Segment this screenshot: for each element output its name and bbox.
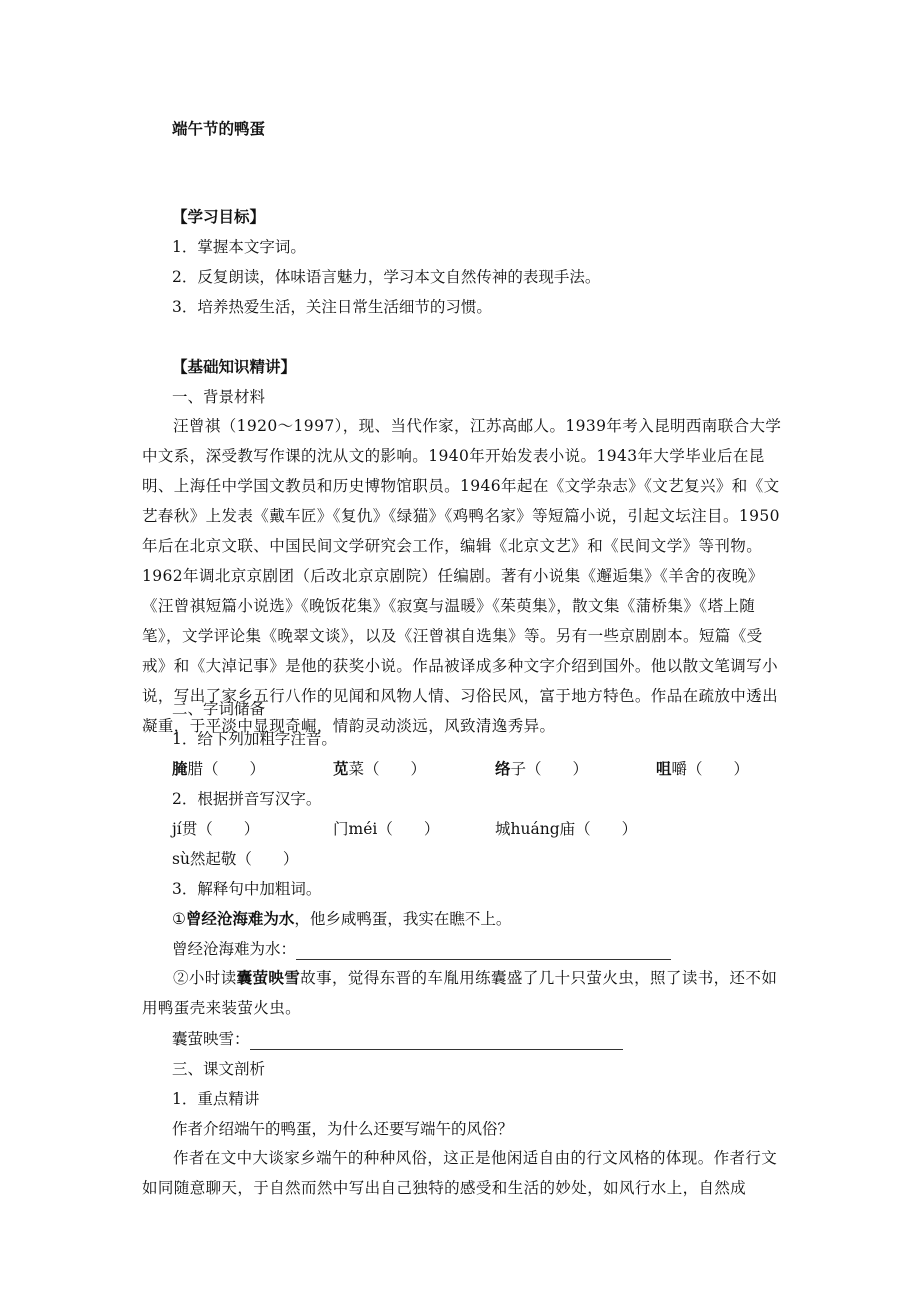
hanzi-item: 城huáng庙（ ） <box>495 820 638 838</box>
author-bio: 汪曾祺（1920～1997），现、当代作家，江苏高邮人。1939年考入昆明西南联合大学中文系，深受教写作课的沈从文的影响。1940年开始发表小说。1943年大学毕业后在昆明、上海任中学国文教员和历史博物馆职员。1946年起在《文学杂志》《文艺复兴》和《文艺春秋》上发表《戴车匠》《复仇》《绿猫》《鸡鸭名家》等短篇小说，引起文坛注目。1950年后在北京文联、中国民间文学研究会工作，编辑《北京文艺》和《民间文学》等刊物。1962年调北京京剧团（后改北京京剧院）任编剧。著有小说集《邂逅集》《羊舍的夜晚》《汪曾祺短篇小说选》《晚饭花集》《寂寞与温暖》《茱萸集》，散文集《蒲桥集》《塔上随笔》，文学评论集《晚翠文谈》，以及《汪曾祺自选集》等。另有一些京剧剧本。短篇《受戒》和《大淖记事》是他的获奖小说。作品被译成多种文字介绍到国外。他以散文笔调写小说，写出了家乡五行八作的见闻和风物人情、习俗民风，富于地方特色。作品在疏放中透出凝重，于平淡中显现奇崛，情韵灵动淡远，风致清逸秀异。 <box>142 417 782 735</box>
answer-text: 作者在文中大谈家乡端午的种种风俗，这正是他闲适自由的行文风格的体现。作者行文如同随意聊天，于自然而然中写出自己独特的感受和生活的妙处，如风行水上，自然成 <box>142 1149 778 1197</box>
document-title: 端午节的鸭蛋 <box>172 119 266 138</box>
sentence-text: ，他乡咸鸭蛋，我实在瞧不上。 <box>294 910 512 928</box>
answer-line-1 <box>172 938 671 960</box>
pinyin-item <box>656 758 749 780</box>
hanzi-item: 门méi（ ） <box>333 820 440 838</box>
answer-line-2 <box>172 1028 623 1050</box>
bold-phrase: 曾经沧海难为水 <box>185 909 295 928</box>
exercise-prompt: 2．根据拼音写汉字。 <box>172 790 322 808</box>
bold-char: 咀 <box>656 759 672 778</box>
sentence-1 <box>172 908 511 930</box>
exercise-prompt: 3．解释句中加粗词。 <box>172 880 322 898</box>
bold-char: 络 <box>495 759 511 778</box>
hanzi-item: sù然起敬（ ） <box>172 850 299 868</box>
section-heading: 一、背景材料 <box>172 388 266 406</box>
section-heading: 三、课文剖析 <box>172 1060 266 1078</box>
goal-item: 3．培养热爱生活，关注日常生活细节的习惯。 <box>172 298 492 316</box>
goal-item: 2．反复朗读，体味语言魅力，学习本文自然传神的表现手法。 <box>172 268 601 286</box>
basics-heading: 【基础知识精讲】 <box>172 357 297 376</box>
sentence-text: 故事，觉得东晋的车胤用练囊盛了几十只萤火虫，照了读书，还不如用鸭蛋壳来装萤火虫。 <box>142 969 778 1017</box>
hanzi-item: jí贯（ ） <box>172 820 260 838</box>
item-rest: 腊（ ） <box>187 760 266 778</box>
bold-char: 腌 <box>172 759 188 778</box>
item-rest: 菜（ ） <box>348 760 427 778</box>
question-text: 作者介绍端午的鸭蛋，为什么还要写端午的风俗？ <box>172 1120 514 1138</box>
pinyin-item <box>172 758 265 780</box>
pinyin-item <box>333 758 426 780</box>
section-heading: 二、字词储备 <box>172 700 266 718</box>
answer-label: 曾经沧海难为水： <box>172 940 297 958</box>
bold-char: 苋 <box>333 759 349 778</box>
exercise-prompt: 1．给下列加粗字注音。 <box>172 730 337 748</box>
answer-blank[interactable] <box>250 1033 623 1050</box>
sentence-2 <box>142 963 782 1023</box>
subsection-heading: 1．重点精讲 <box>172 1090 260 1108</box>
answer-label: 囊萤映雪： <box>172 1030 250 1048</box>
item-rest: 嚼（ ） <box>671 760 750 778</box>
sentence-number: ②小时读 <box>173 969 237 987</box>
answer-blank[interactable] <box>296 943 671 960</box>
bold-phrase: 囊萤映雪 <box>236 968 301 987</box>
item-rest: 子（ ） <box>510 760 589 778</box>
sentence-number: ① <box>172 910 186 928</box>
pinyin-item <box>495 758 588 780</box>
goal-item: 1．掌握本文字词。 <box>172 238 306 256</box>
goals-heading: 【学习目标】 <box>172 207 266 226</box>
